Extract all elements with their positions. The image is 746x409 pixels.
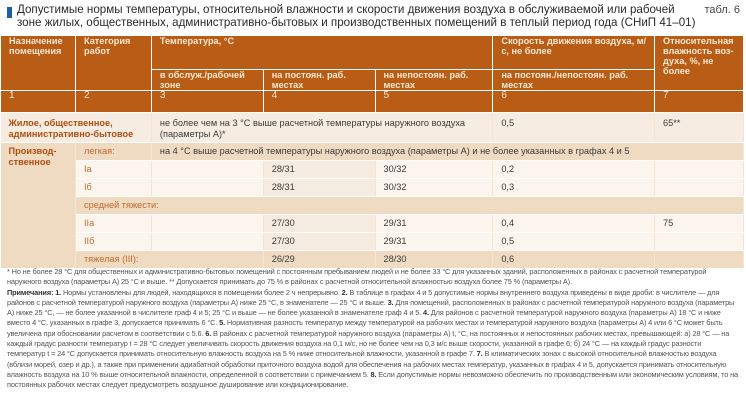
category: IIа [75, 214, 151, 232]
note-text: Для районов с расчетной температурой наружного воздуха (параметры А) 18 °С и ниже вместо 4 °С, указанных в графе 3, допускается принимать 6 °С. [7, 308, 721, 328]
column-number: 1 [1, 90, 76, 112]
industrial-label: Производ-ственное [1, 142, 76, 268]
table-number: табл. 6 [704, 4, 740, 16]
note-text: Нормативная разность температур между температурой на рабочих местах и температурой наружного воздуха (параметры А) 4 или 6 °С может быть увеличена при обосновании расчетом в соответствии с 5.6. [7, 318, 723, 338]
category: Iа [75, 160, 151, 178]
temp-permanent: 27/30 [263, 214, 375, 232]
table-row [1, 160, 744, 178]
header-purpose: Назначение помещения [1, 36, 76, 90]
temp-permanent: 27/30 [263, 232, 375, 250]
note-number: 8. [370, 369, 377, 379]
column-number: 4 [263, 90, 375, 112]
table-row [1, 214, 744, 232]
notes-block [7, 267, 739, 391]
humidity [654, 232, 743, 250]
note-text: В климатических зонах с высокой относительной влажностью воздуха (вблизи морей, озер и др.), а также при применении адиабатной обработки приточного воздуха водой для обеспечения на рабочих местах температур, указанных в графах 4 и 5, допускается принимать относительную влажность воздуха на 10 % выше относительной влажности, определенной в соответствии с примечанием 5. [7, 349, 727, 379]
norms-table [0, 36, 744, 269]
temp-nonpermanent: 28/30 [375, 250, 493, 268]
note-number: 2. [341, 287, 348, 297]
temp-permanent: 26/29 [263, 250, 375, 268]
temp-permanent: 28/31 [263, 178, 375, 196]
residential-label: Жилое, общественное, административно-бытовое [1, 112, 152, 142]
temp-service [151, 214, 263, 232]
remarks [7, 288, 739, 391]
note-text: В таблице в графах 4 и 5 допустимые нормы внутреннего воздуха приведены в виде дроби: в числителе — для районов с расчетной температурой наружного воздуха (параметры А) ниже 25 °С, в знаменателе — 25 °С и выше. [7, 287, 720, 307]
table-row-medium-group [1, 196, 744, 214]
table-row-residential [1, 112, 744, 142]
remarks-label: Примечания: [7, 287, 54, 297]
temp-service [151, 232, 263, 250]
header-category: Категория работ [75, 36, 151, 90]
temp-nonpermanent: 29/31 [375, 214, 493, 232]
column-number: 2 [75, 90, 151, 112]
air-speed: 0,4 [493, 214, 655, 232]
column-number: 7 [654, 90, 743, 112]
air-speed: 0,2 [493, 160, 655, 178]
residential-humidity: 65** [654, 112, 743, 142]
note-text: Если допустимые нормы невозможно обеспечить по производственным или экономическим условиям, то на постоянных рабочих местах следует предусмотреть воздушное душирование или кондиционирование. [7, 369, 739, 390]
column-number: 5 [375, 90, 493, 112]
header-humidity: Относительная влажность воз-духа, %, не более [654, 36, 743, 90]
note-number: 4. [423, 308, 429, 318]
residential-air-speed: 0,5 [493, 112, 655, 142]
column-number: 3 [151, 90, 263, 112]
header-temperature: Температура, °С [151, 36, 492, 69]
category: IIб [75, 232, 151, 250]
category: Iб [75, 178, 151, 196]
humidity [654, 160, 743, 178]
footnote: * Но не более 28 °С для общественных и административно-бытовых помещений с постоянным пребыванием людей и не более 33 °С для указанных зданий, расположенных в районах с расчетной температурой наружного воздуха (параметры А) 25 °С и выше. ** Допускается принимать до 75 % в районах с расчетной относительной влажностью воздуха более 75 % (параметры А). [7, 267, 707, 287]
note-text: Для помещений, расположенных в районах с расчетной температурой наружного воздуха (параметры А) ниже 25 °С, — не более указанной в числителе граф 4 и 5; 25 °С и выше — не более указанной в знаменателе граф 4 и 5. [7, 297, 735, 318]
note-number: 6. [205, 328, 212, 338]
header-temp-permanent: на постоян. раб. местах [263, 69, 375, 90]
header-air-speed: Скорость движения воздуха, м/с, не более [493, 36, 655, 69]
note-number: 1. [55, 287, 62, 297]
temp-nonpermanent: 30/32 [375, 160, 493, 178]
temp-service [151, 178, 263, 196]
air-speed: 0,5 [493, 232, 655, 250]
title-text: Допустимые нормы температуры, относительной влажности и скорости движения воздуха в обслуживаемой или рабочей зоне жилых, общественных, административно-бытовых и производственных помещений в теплый период года (СНиП 41–01) [17, 3, 696, 29]
table-row-light-group [1, 142, 744, 160]
header-air-speed-sub: на постоян./непостоян. раб. местах [493, 69, 655, 90]
note-number: 7. [476, 349, 483, 359]
column-number: 6 [493, 90, 655, 112]
header-temp-nonpermanent: на непостоян. раб. местах [375, 69, 493, 90]
temp-permanent: 28/31 [263, 160, 375, 178]
table-title [7, 3, 697, 29]
temp-nonpermanent: 29/31 [375, 232, 493, 250]
light-temperature: на 4 °С выше расчетной температуры наружного воздуха (параметры А) и не более указанных в графах 4 и 5 [151, 142, 743, 160]
title-marker-icon [7, 7, 12, 18]
table-row-heavy [1, 250, 744, 268]
note-text: Нормы установлены для людей, находящихся в помещении более 2 ч непрерывно. [61, 287, 342, 297]
table-row [1, 178, 744, 196]
temp-nonpermanent: 30/32 [375, 178, 493, 196]
note-number: 5. [219, 318, 226, 328]
air-speed: 0,6 [493, 250, 655, 268]
residential-temperature: не более чем на 3 °С выше расчетной температуры наружного воздуха (параметры А)* [151, 112, 492, 142]
air-speed: 0,3 [493, 178, 655, 196]
category-light: легкая: [75, 142, 151, 160]
category: тяжелая (III): [75, 250, 263, 268]
humidity [654, 250, 743, 268]
category-medium: средней тяжести: [75, 196, 743, 214]
humidity [654, 178, 743, 196]
humidity: 75 [654, 214, 743, 232]
table-row [1, 232, 744, 250]
header-temp-service: в обслуж./рабочей зоне [151, 69, 263, 90]
temp-service [151, 160, 263, 178]
note-number: 3. [387, 297, 394, 307]
note-text: В районах с расчетной температурой наружного воздуха (параметры А) t, °С, на постоянных и непостоянных рабочих местах, превышающей: а) 28 °С — на каждый градус разности температур t = 28 °С следует увеличивать скорость движения воздуха на 0,1 м/с, но не более чем на 0,3 м/с выше скорости, указанной в графе 6; б) 24 °С — на каждый градус разности температур t = 24 °С допускается принимать относительную влажность воздуха на 5 % ниже относительной влажности, указанной в графе 7. [7, 328, 730, 359]
